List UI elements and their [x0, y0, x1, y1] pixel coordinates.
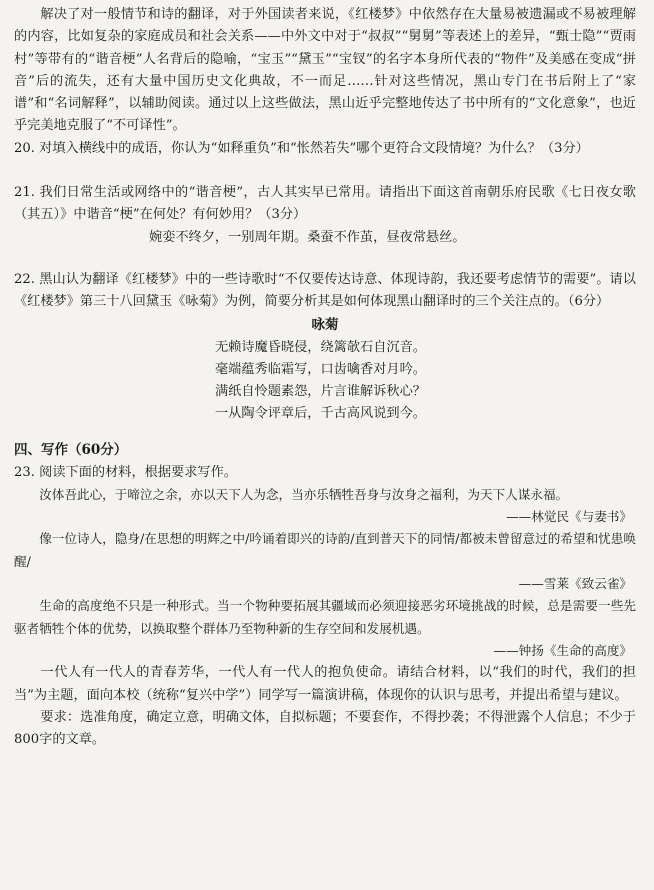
material-1: 汝体吾此心，于啼泣之余，亦以天下人为念，当亦乐牺牲吾身与汝身之福利，为天下人谋永福。 — [39, 486, 569, 502]
poem-line: 满纸自怜题素怨，片言谁解诉秋心？ — [215, 384, 426, 400]
question-23: 23. 阅读下面的材料，根据要求写作。 — [14, 464, 237, 480]
poem-line: 一从陶令评章后，千古高风说到今。 — [215, 406, 426, 422]
section-heading-writing: 四、写作（60分） — [14, 442, 128, 459]
poem-line: 毫端蕴秀临霜写，口齿噙香对月吟。 — [215, 362, 426, 378]
writing-task: 一代人有一代人的青春芳华，一代人有一代人的抱负使命。请结合材料，以“我们的时代，我们的担当”为主题，面向本校（统称“复兴中学”）同学写一篇演讲稿，体现你的认识与思考，并提出希望与建议。 — [14, 665, 636, 703]
poem-title: 咏菊 — [311, 317, 339, 334]
intro-paragraph: 解决了对一般情节和诗的翻译，对于外国读者来说，《红楼梦》中依然存在大量易被遗漏或不易被理解的内容，比如复杂的家庭成员和社会关系——中外文中对于“叔叔”“舅舅”等表述上的差异，“甄士隐”“贾雨村”等带有的“谐音梗”人名背后的隐喻，“宝玉”“黛玉”“宝钗”的名字本身所代表的“物件”及美感在变成“拼音”后的流失，还有大量中国历史文化典故，不一而足……针对这些情况，黑山专门在书后附上了“家谱”和“名词解释”，以辅助阅读。通过以上这些做法，黑山近乎完整地传达了书中所有的“文化意象”，也近乎完美地克服了“不可译性”。 — [14, 7, 636, 134]
question-20: 20. 对填入横线中的成语，你认为“如释重负”和“怅然若失”哪个更符合文段情境？为什么？（3分） — [14, 140, 589, 156]
material-2-source: ——雪莱《致云雀》 — [518, 576, 632, 592]
material-1-source: ——林觉民《与妻书》 — [506, 509, 632, 525]
question-21-poem: 婉娈不终夕，一别周年期。桑蚕不作茧，昼夜常悬丝。 — [149, 229, 466, 245]
writing-requirements: 要求：选准角度，确定立意，明确文体，自拟标题；不要套作，不得抄袭；不得泄露个人信息；不少于800字的文章。 — [14, 709, 636, 748]
material-2: 像一位诗人，隐身/在思想的明辉之中/吟诵着即兴的诗韵/直到普天下的同情/都被未曾留意过的希望和忧患唤醒/ — [14, 531, 636, 569]
material-3: 生命的高度绝不只是一种形式。当一个物种要拓展其疆域而必须迎接恶劣环境挑战的时候，总是需要一些先驱者牺牲个体的优势，以换取整个群体乃至物种新的生存空间和发展机遇。 — [14, 598, 636, 636]
question-22: 22. 黑山认为翻译《红楼梦》中的一些诗歌时“不仅要传达诗意、体现诗韵，我还要考虑情节的需要”。请以《红楼梦》第三十八回黛玉《咏菊》为例，简要分析其是如何体现黑山翻译时的三个关注点的。（6分） — [14, 271, 636, 309]
question-21: 21. 我们日常生活或网络中的“谐音梗”，古人其实早已常用。请指出下面这首南朝乐府民歌《七日夜女歌（其五）》中谐音“梗”在何处？有何妙用？（3分） — [14, 185, 636, 223]
poem-line: 无赖诗魔昏晓侵，绕篱欹石自沉音。 — [215, 340, 426, 356]
material-3-source: ——钟扬《生命的高度》 — [493, 642, 632, 658]
poem-body — [14, 337, 636, 425]
